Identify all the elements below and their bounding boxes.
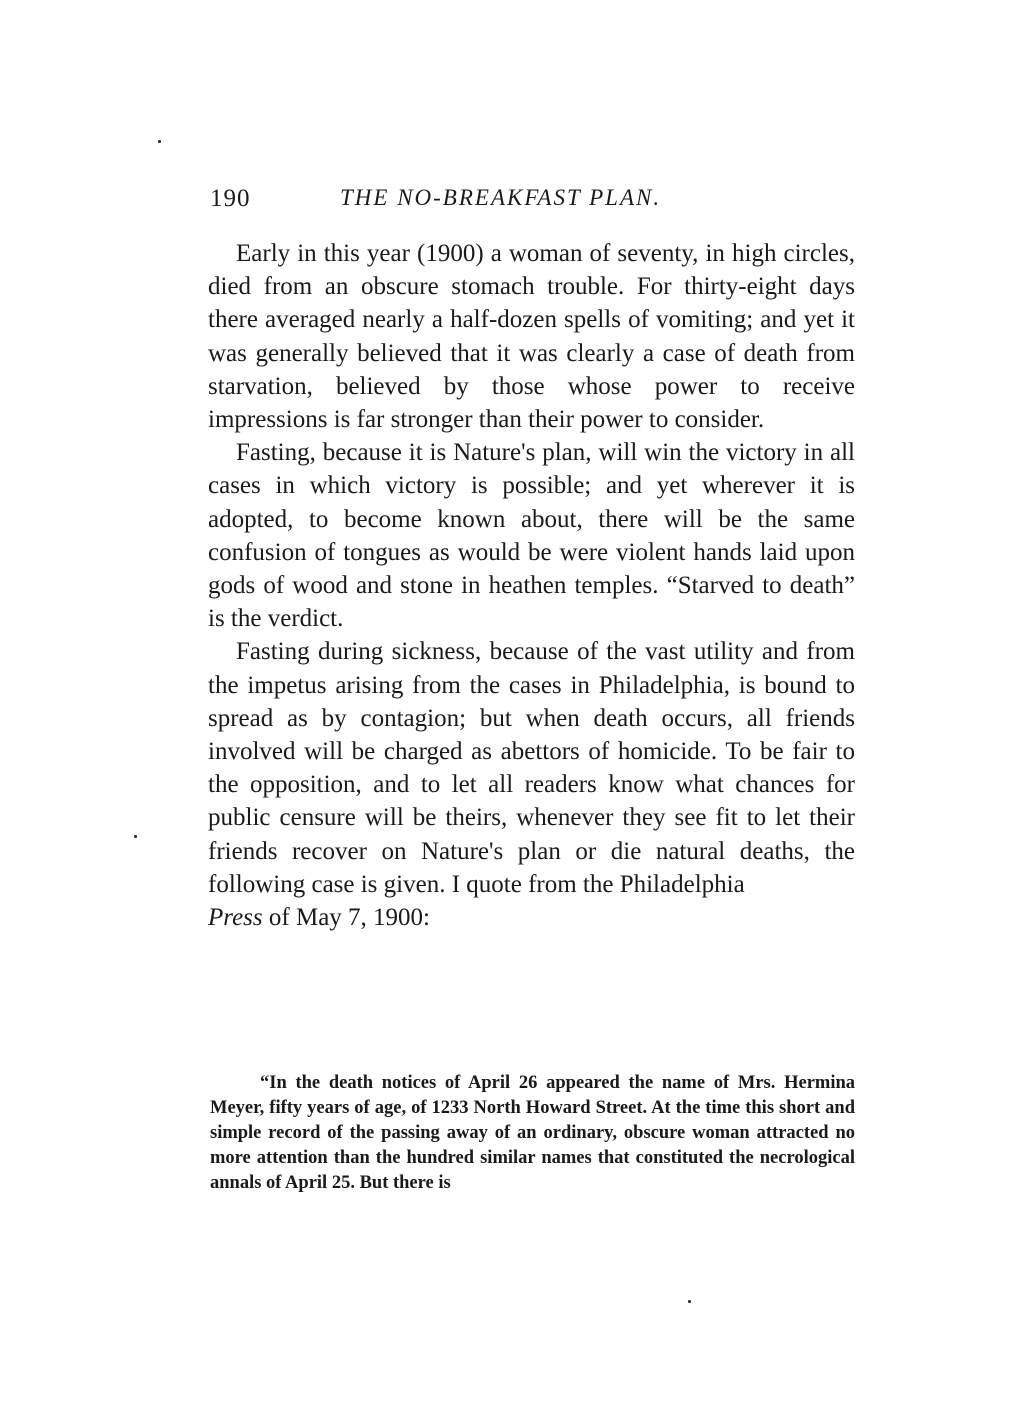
paragraph: Early in this year (1900) a woman of seventy, in high circles, died from an obscure stomach trouble. For thirty-eight days there averaged nearly a half-dozen spells of vomiting; and yet it was generally believed that it was clearly a case of death from starvation, believed by those whose power to receive impressions is far stronger than their power to consider. xyxy=(208,240,855,434)
print-speck xyxy=(134,835,137,838)
print-speck xyxy=(688,1300,691,1303)
paragraph: Fasting, because it is Nature's plan, will win the victory in all cases in which victory is possible; and yet wherever it is adopted, to become known about, there will be the same confusion of tongues as would be were violent hands laid upon gods of wood and stone in heathen temples. “Starved to death” is the verdict. xyxy=(208,439,855,633)
paragraph xyxy=(208,635,855,934)
print-speck xyxy=(158,140,161,143)
running-title: THE NO-BREAKFAST PLAN. xyxy=(340,185,662,210)
paragraph-text: Fasting during sickness, because of the vast utility and from the impetus arising from the cases in Philadelphia, is bound to spread as by contagion; but when death occurs, all friends involved will be charged as abettors of homicide. To be fair to the opposition, and to let all readers know what chances for public censure will be theirs, whenever they see fit to let their friends recover on Nature's plan or die natural deaths, the following case is given. I quote from the Philadelphia xyxy=(208,638,855,898)
paragraph-tail: of May 7, 1900: xyxy=(262,904,430,932)
press-reference: Press xyxy=(208,904,263,932)
quote-paragraph: “In the death notices of April 26 appeared the name of Mrs. Hermina Meyer, fifty years of age, of 1233 North Howard Street. At the time this short and simple record of the passing away of an ordinary, obscure woman attracted no more attention than the hundred similar names that constituted the necrological annals of April 25. But there is xyxy=(210,1073,855,1193)
page-header xyxy=(210,185,860,217)
block-quote xyxy=(210,1071,855,1196)
body-text xyxy=(208,237,855,934)
page-number: 190 xyxy=(210,185,251,212)
